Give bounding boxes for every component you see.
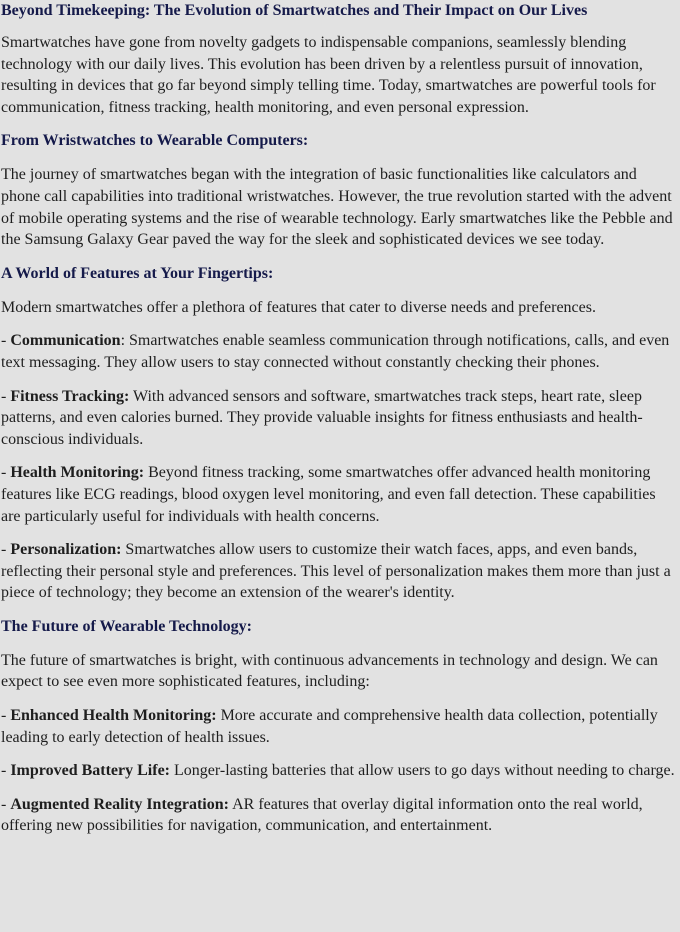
feature-label: Personalization: bbox=[10, 541, 122, 559]
future-text: More accurate and comprehensive health data collection, potentially leading to early detection of health issues. bbox=[1, 707, 658, 746]
section-heading-future: The Future of Wearable Technology: bbox=[1, 617, 252, 635]
feature-text: Smartwatches enable seamless communication through notifications, calls, and even text messaging. They allow users to stay connected without constantly checking their phones. bbox=[1, 332, 670, 371]
article-title: Beyond Timekeeping: The Evolution of Smartwatches and Their Impact on Our Lives bbox=[1, 2, 588, 19]
future-text: Longer-lasting batteries that allow users to go days without needing to charge. bbox=[174, 762, 675, 780]
feature-item-personalization: - Personalization: Smartwatches allow users to customize their watch faces, apps, and even bands, reflecting their personal style and preferences. This level of personalization makes them more than just a piece of technology; they become an extension of the wearer's identity. bbox=[1, 541, 671, 602]
feature-text: With advanced sensors and software, smartwatches track steps, heart rate, sleep patterns, and even calories burned. They provide valuable insights for fitness enthusiasts and health-conscious individuals. bbox=[1, 387, 643, 448]
intro-paragraph: Smartwatches have gone from novelty gadgets to indispensable companions, seamlessly blending technology with our daily lives. This evolution has been driven by a relentless pursuit of innovation, resulting in devices that go far beyond simply telling time. Today, smartwatches are powerful tools for communication, fitness tracking, health monitoring, and even personal expression. bbox=[1, 34, 656, 116]
future-text: AR features that overlay digital information onto the real world, offering new possibilities for navigation, communication, and entertainment. bbox=[1, 795, 643, 835]
feature-item-fitness: - Fitness Tracking: With advanced sensors and software, smartwatches track steps, heart rate, sleep patterns, and even calories burned. They provide valuable insights for fitness enthusiasts and health-conscious individuals. bbox=[1, 387, 643, 448]
future-label: Enhanced Health Monitoring: bbox=[10, 707, 217, 725]
feature-item-communication: - Communication: Smartwatches enable seamless communication through notifications, calls, and even text messaging. They allow users to stay connected without constantly checking their phones. bbox=[1, 332, 670, 371]
section-heading-features: A World of Features at Your Fingertips: bbox=[1, 264, 274, 282]
section-body-history: The journey of smartwatches began with the integration of basic functionalities like calculators and phone call capabilities into traditional wristwatches. However, the true revolution started with the advent of mobile operating systems and the rise of wearable technology. Early smartwatches like the Pebble and the Samsung Galaxy Gear paved the way for the sleek and sophisticated devices we see today. bbox=[1, 166, 673, 249]
future-item-battery: - Improved Battery Life: Longer-lasting batteries that allow users to go days without needing to charge. bbox=[1, 762, 675, 780]
feature-label: Health Monitoring: bbox=[10, 464, 145, 482]
future-label: Improved Battery Life: bbox=[10, 762, 170, 780]
feature-item-health: - Health Monitoring: Beyond fitness tracking, some smartwatches offer advanced health monitoring features like ECG readings, blood oxygen level monitoring, and even fall detection. These capabilities are particularly useful for individuals with health concerns. bbox=[1, 464, 656, 525]
future-item-ar: - Augmented Reality Integration: AR features that overlay digital information onto the real world, offering new possibilities for navigation, communication, and entertainment. bbox=[1, 795, 643, 835]
feature-label: Fitness Tracking: bbox=[10, 387, 130, 405]
feature-text: Beyond fitness tracking, some smartwatches offer advanced health monitoring features like ECG readings, blood oxygen level monitoring, and even fall detection. These capabilities are particularly useful for individuals with health concerns. bbox=[1, 464, 656, 525]
section-body-features: Modern smartwatches offer a plethora of features that cater to diverse needs and preferences. bbox=[1, 298, 596, 316]
future-item-health: - Enhanced Health Monitoring: More accurate and comprehensive health data collection, potentially leading to early detection of health issues. bbox=[1, 707, 658, 746]
feature-text: Smartwatches allow users to customize their watch faces, apps, and even bands, reflecting their personal style and preferences. This level of personalization makes them more than just a piece of technology; they become an extension of the wearer's identity. bbox=[1, 541, 671, 602]
section-body-future: The future of smartwatches is bright, with continuous advancements in technology and design. We can expect to see even more sophisticated features, including: bbox=[1, 651, 658, 691]
future-label: Augmented Reality Integration: bbox=[10, 795, 229, 813]
feature-label: Communication bbox=[10, 332, 121, 350]
section-heading-history: From Wristwatches to Wearable Computers: bbox=[1, 132, 309, 150]
